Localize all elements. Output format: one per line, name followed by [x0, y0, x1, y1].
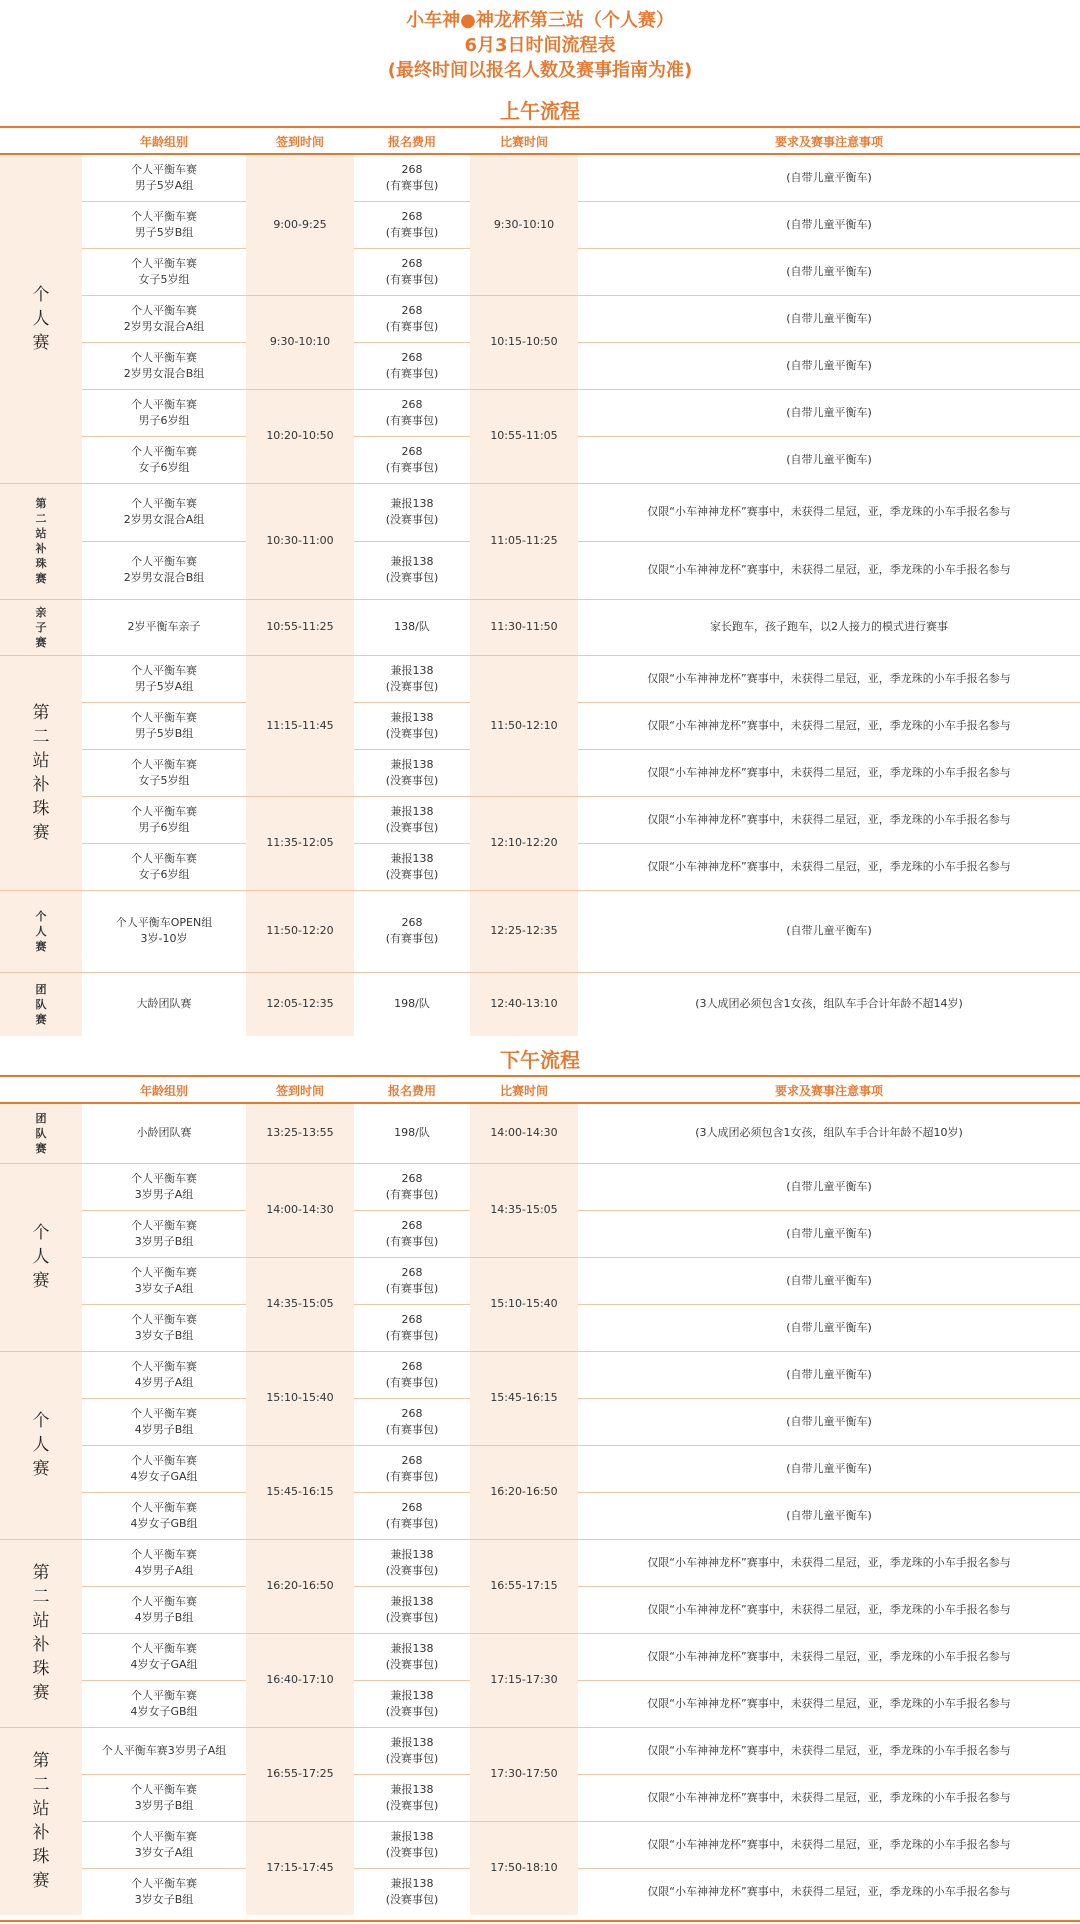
fee-cell: 兼报138 (没赛事包): [354, 541, 470, 599]
table-row: [0, 1257, 1080, 1304]
table-row: [0, 154, 1080, 201]
table-row: [0, 483, 1080, 541]
age-group-cell: 个人平衡车赛 男子5岁B组: [82, 201, 246, 248]
age-group-cell: 个人平衡车赛 男子6岁组: [82, 796, 246, 843]
fee-cell: 兼报138 (没赛事包): [354, 702, 470, 749]
afternoon-top-rule: [0, 1075, 1080, 1077]
afternoon-header-row: [0, 1079, 1080, 1103]
fee-cell: 兼报138 (没赛事包): [354, 1586, 470, 1633]
col-header-category: [0, 1079, 82, 1103]
fee-cell: 198/队: [354, 972, 470, 1036]
category-label: 第二站补珠赛: [35, 497, 47, 585]
fee-cell: 268 (有赛事包): [354, 1445, 470, 1492]
age-group-cell: 个人平衡车赛 男子5岁A组: [82, 655, 246, 702]
checkin-time-cell: 9:00-9:25: [246, 154, 354, 295]
col-header-race: 比赛时间: [470, 130, 578, 154]
page-note: (最终时间以报名人数及赛事指南为准): [387, 60, 693, 81]
col-header-group: 年龄组别: [82, 130, 246, 154]
age-group-cell: 个人平衡车赛 4岁男子B组: [82, 1398, 246, 1445]
fee-cell: 兼报138 (没赛事包): [354, 1727, 470, 1774]
category-label: 团队赛: [35, 982, 47, 1026]
notes-cell: 仅限“小车神神龙杯”赛事中，未获得二星冠，亚，季龙珠的小车手报名参与: [578, 1821, 1080, 1868]
page-title: 小车神●神龙杯第三站（个人赛）: [406, 10, 674, 31]
category-cell: [0, 483, 82, 599]
afternoon-section-title: 下午流程: [500, 1048, 580, 1072]
checkin-time-cell: 17:15-17:45: [246, 1821, 354, 1915]
category-cell: [0, 154, 82, 483]
race-time-cell: 14:00-14:30: [470, 1103, 578, 1163]
age-group-cell: 个人平衡车赛 男子5岁A组: [82, 154, 246, 201]
age-group-cell: 个人平衡车赛3岁男子A组: [82, 1727, 246, 1774]
race-time-cell: 11:50-12:10: [470, 655, 578, 796]
notes-cell: (自带儿童平衡车): [578, 248, 1080, 295]
table-row: [0, 890, 1080, 972]
checkin-time-cell: 10:20-10:50: [246, 389, 354, 483]
age-group-cell: 2岁平衡车亲子: [82, 599, 246, 655]
category-label: 第二站补珠赛: [32, 702, 50, 843]
category-label: 个人赛: [35, 909, 47, 953]
notes-cell: (自带儿童平衡车): [578, 436, 1080, 483]
age-group-cell: 个人平衡车赛 女子6岁组: [82, 436, 246, 483]
morning-top-rule: [0, 126, 1080, 128]
fee-cell: 268 (有赛事包): [354, 436, 470, 483]
age-group-cell: 个人平衡车赛 4岁男子B组: [82, 1586, 246, 1633]
checkin-time-cell: 16:20-16:50: [246, 1539, 354, 1633]
fee-cell: 兼报138 (没赛事包): [354, 655, 470, 702]
category-cell: [0, 655, 82, 890]
notes-cell: 仅限“小车神神龙杯”赛事中，未获得二星冠，亚，季龙珠的小车手报名参与: [578, 1586, 1080, 1633]
checkin-time-cell: 11:50-12:20: [246, 890, 354, 972]
checkin-time-cell: 12:05-12:35: [246, 972, 354, 1036]
age-group-cell: 个人平衡车赛 3岁女子B组: [82, 1868, 246, 1915]
category-label: 第二站补珠赛: [32, 1751, 50, 1892]
table-row: [0, 1351, 1080, 1398]
notes-cell: (自带儿童平衡车): [578, 1163, 1080, 1210]
notes-cell: 仅限“小车神神龙杯”赛事中，未获得二星冠，亚，季龙珠的小车手报名参与: [578, 1868, 1080, 1915]
notes-cell: (自带儿童平衡车): [578, 342, 1080, 389]
table-row: [0, 295, 1080, 342]
fee-cell: 兼报138 (没赛事包): [354, 843, 470, 890]
age-group-cell: 个人平衡车赛 4岁女子GB组: [82, 1680, 246, 1727]
fee-cell: 268 (有赛事包): [354, 154, 470, 201]
age-group-cell: 个人平衡车赛 男子6岁组: [82, 389, 246, 436]
race-time-cell: 9:30-10:10: [470, 154, 578, 295]
race-time-cell: 11:30-11:50: [470, 599, 578, 655]
age-group-cell: 个人平衡车赛 3岁女子A组: [82, 1257, 246, 1304]
age-group-cell: 个人平衡车赛 男子5岁B组: [82, 702, 246, 749]
age-group-cell: 个人平衡车赛 女子6岁组: [82, 843, 246, 890]
page-subtitle: 6月3日时间流程表: [464, 35, 616, 56]
notes-cell: (自带儿童平衡车): [578, 890, 1080, 972]
table-row: [0, 1445, 1080, 1492]
age-group-cell: 个人平衡车赛 3岁女子A组: [82, 1821, 246, 1868]
checkin-time-cell: 10:55-11:25: [246, 599, 354, 655]
fee-cell: 268 (有赛事包): [354, 342, 470, 389]
checkin-time-cell: 16:55-17:25: [246, 1727, 354, 1821]
category-label: 个人赛: [32, 1411, 50, 1479]
age-group-cell: 大龄团队赛: [82, 972, 246, 1036]
notes-cell: 仅限“小车神神龙杯”赛事中，未获得二星冠，亚，季龙珠的小车手报名参与: [578, 655, 1080, 702]
fee-cell: 268 (有赛事包): [354, 248, 470, 295]
age-group-cell: 个人平衡车赛 4岁男子A组: [82, 1351, 246, 1398]
table-row: [0, 1539, 1080, 1586]
col-header-notes: 要求及赛事注意事项: [578, 130, 1080, 154]
age-group-cell: 个人平衡车赛 4岁女子GB组: [82, 1492, 246, 1539]
age-group-cell: 个人平衡车赛 2岁男女混合A组: [82, 295, 246, 342]
fee-cell: 268 (有赛事包): [354, 1210, 470, 1257]
fee-cell: 兼报138 (没赛事包): [354, 796, 470, 843]
notes-cell: (自带儿童平衡车): [578, 1351, 1080, 1398]
category-label: 个人赛: [32, 1223, 50, 1291]
category-cell: [0, 599, 82, 655]
notes-cell: 仅限“小车神神龙杯”赛事中，未获得二星冠，亚，季龙珠的小车手报名参与: [578, 1633, 1080, 1680]
checkin-time-cell: 9:30-10:10: [246, 295, 354, 389]
fee-cell: 兼报138 (没赛事包): [354, 1680, 470, 1727]
table-row: [0, 655, 1080, 702]
col-header-checkin: 签到时间: [246, 130, 354, 154]
fee-cell: 268 (有赛事包): [354, 389, 470, 436]
checkin-time-cell: 15:10-15:40: [246, 1351, 354, 1445]
notes-cell: (自带儿童平衡车): [578, 1398, 1080, 1445]
notes-cell: (3人成团必须包含1女孩，组队车手合计年龄不超14岁): [578, 972, 1080, 1036]
checkin-time-cell: 14:35-15:05: [246, 1257, 354, 1351]
notes-cell: 仅限“小车神神龙杯”赛事中，未获得二星冠，亚，季龙珠的小车手报名参与: [578, 541, 1080, 599]
age-group-cell: 个人平衡车赛 3岁男子B组: [82, 1774, 246, 1821]
notes-cell: 仅限“小车神神龙杯”赛事中，未获得二星冠，亚，季龙珠的小车手报名参与: [578, 1774, 1080, 1821]
age-group-cell: 个人平衡车赛 4岁女子GA组: [82, 1633, 246, 1680]
notes-cell: 仅限“小车神神龙杯”赛事中，未获得二星冠，亚，季龙珠的小车手报名参与: [578, 1680, 1080, 1727]
category-cell: [0, 890, 82, 972]
notes-cell: (自带儿童平衡车): [578, 1257, 1080, 1304]
table-row: [0, 972, 1080, 1036]
fee-cell: 兼报138 (没赛事包): [354, 1868, 470, 1915]
notes-cell: (自带儿童平衡车): [578, 201, 1080, 248]
table-row: [0, 1727, 1080, 1774]
category-cell: [0, 1351, 82, 1539]
race-time-cell: 10:55-11:05: [470, 389, 578, 483]
table-row: [0, 1633, 1080, 1680]
col-header-race: 比赛时间: [470, 1079, 578, 1103]
notes-cell: 仅限“小车神神龙杯”赛事中，未获得二星冠，亚，季龙珠的小车手报名参与: [578, 1727, 1080, 1774]
fee-cell: 268 (有赛事包): [354, 1304, 470, 1351]
fee-cell: 268 (有赛事包): [354, 890, 470, 972]
age-group-cell: 个人平衡车赛 2岁男女混合A组: [82, 483, 246, 541]
col-header-group: 年龄组别: [82, 1079, 246, 1103]
race-time-cell: 11:05-11:25: [470, 483, 578, 599]
race-time-cell: 10:15-10:50: [470, 295, 578, 389]
notes-cell: 仅限“小车神神龙杯”赛事中，未获得二星冠，亚，季龙珠的小车手报名参与: [578, 702, 1080, 749]
age-group-cell: 个人平衡车赛 2岁男女混合B组: [82, 342, 246, 389]
notes-cell: 家长跑车，孩子跑车，以2人接力的模式进行赛事: [578, 599, 1080, 655]
category-cell: [0, 1727, 82, 1915]
checkin-time-cell: 10:30-11:00: [246, 483, 354, 599]
fee-cell: 268 (有赛事包): [354, 1398, 470, 1445]
table-row: [0, 796, 1080, 843]
notes-cell: 仅限“小车神神龙杯”赛事中，未获得二星冠，亚，季龙珠的小车手报名参与: [578, 483, 1080, 541]
race-time-cell: 17:50-18:10: [470, 1821, 578, 1915]
notes-cell: (自带儿童平衡车): [578, 1210, 1080, 1257]
fee-cell: 兼报138 (没赛事包): [354, 1633, 470, 1680]
fee-cell: 268 (有赛事包): [354, 201, 470, 248]
page-bottom-rule: [0, 1920, 1080, 1922]
category-label: 团队赛: [35, 1111, 47, 1155]
fee-cell: 268 (有赛事包): [354, 1163, 470, 1210]
category-label: 个人赛: [32, 284, 50, 353]
col-header-fee: 报名费用: [354, 1079, 470, 1103]
category-label: 亲子赛: [35, 605, 47, 649]
table-row: [0, 599, 1080, 655]
race-time-cell: 12:25-12:35: [470, 890, 578, 972]
race-time-cell: 12:10-12:20: [470, 796, 578, 890]
notes-cell: (3人成团必须包含1女孩，组队车手合计年龄不超10岁): [578, 1103, 1080, 1163]
age-group-cell: 个人平衡车OPEN组 3岁-10岁: [82, 890, 246, 972]
notes-cell: (自带儿童平衡车): [578, 1304, 1080, 1351]
notes-cell: (自带儿童平衡车): [578, 295, 1080, 342]
category-cell: [0, 972, 82, 1036]
notes-cell: 仅限“小车神神龙杯”赛事中，未获得二星冠，亚，季龙珠的小车手报名参与: [578, 796, 1080, 843]
morning-schedule-table: [0, 130, 1080, 1036]
checkin-time-cell: 13:25-13:55: [246, 1103, 354, 1163]
checkin-time-cell: 14:00-14:30: [246, 1163, 354, 1257]
fee-cell: 268 (有赛事包): [354, 1351, 470, 1398]
race-time-cell: 12:40-13:10: [470, 972, 578, 1036]
race-time-cell: 15:10-15:40: [470, 1257, 578, 1351]
fee-cell: 兼报138 (没赛事包): [354, 1774, 470, 1821]
fee-cell: 268 (有赛事包): [354, 1257, 470, 1304]
notes-cell: 仅限“小车神神龙杯”赛事中，未获得二星冠，亚，季龙珠的小车手报名参与: [578, 843, 1080, 890]
table-row: [0, 389, 1080, 436]
race-time-cell: 15:45-16:15: [470, 1351, 578, 1445]
morning-section-title: 上午流程: [500, 99, 580, 123]
age-group-cell: 个人平衡车赛 女子5岁组: [82, 248, 246, 295]
notes-cell: (自带儿童平衡车): [578, 154, 1080, 201]
age-group-cell: 小龄团队赛: [82, 1103, 246, 1163]
notes-cell: (自带儿童平衡车): [578, 1445, 1080, 1492]
age-group-cell: 个人平衡车赛 3岁女子B组: [82, 1304, 246, 1351]
category-cell: [0, 1539, 82, 1727]
col-header-category: [0, 130, 82, 154]
checkin-time-cell: 11:15-11:45: [246, 655, 354, 796]
notes-cell: (自带儿童平衡车): [578, 1492, 1080, 1539]
checkin-time-cell: 11:35-12:05: [246, 796, 354, 890]
age-group-cell: 个人平衡车赛 4岁男子A组: [82, 1539, 246, 1586]
age-group-cell: 个人平衡车赛 女子5岁组: [82, 749, 246, 796]
race-time-cell: 14:35-15:05: [470, 1163, 578, 1257]
checkin-time-cell: 15:45-16:15: [246, 1445, 354, 1539]
age-group-cell: 个人平衡车赛 3岁男子B组: [82, 1210, 246, 1257]
morning-header-row: [0, 130, 1080, 154]
table-row: [0, 1163, 1080, 1210]
race-time-cell: 16:55-17:15: [470, 1539, 578, 1633]
col-header-fee: 报名费用: [354, 130, 470, 154]
notes-cell: 仅限“小车神神龙杯”赛事中，未获得二星冠，亚，季龙珠的小车手报名参与: [578, 1539, 1080, 1586]
notes-cell: (自带儿童平衡车): [578, 389, 1080, 436]
category-cell: [0, 1103, 82, 1163]
fee-cell: 198/队: [354, 1103, 470, 1163]
fee-cell: 268 (有赛事包): [354, 295, 470, 342]
fee-cell: 兼报138 (没赛事包): [354, 749, 470, 796]
race-time-cell: 17:15-17:30: [470, 1633, 578, 1727]
col-header-checkin: 签到时间: [246, 1079, 354, 1103]
fee-cell: 268 (有赛事包): [354, 1492, 470, 1539]
age-group-cell: 个人平衡车赛 4岁女子GA组: [82, 1445, 246, 1492]
notes-cell: 仅限“小车神神龙杯”赛事中，未获得二星冠，亚，季龙珠的小车手报名参与: [578, 749, 1080, 796]
category-label: 第二站补珠赛: [32, 1563, 50, 1703]
fee-cell: 兼报138 (没赛事包): [354, 483, 470, 541]
table-row: [0, 1821, 1080, 1868]
race-time-cell: 16:20-16:50: [470, 1445, 578, 1539]
col-header-notes: 要求及赛事注意事项: [578, 1079, 1080, 1103]
fee-cell: 138/队: [354, 599, 470, 655]
race-time-cell: 17:30-17:50: [470, 1727, 578, 1821]
checkin-time-cell: 16:40-17:10: [246, 1633, 354, 1727]
fee-cell: 兼报138 (没赛事包): [354, 1821, 470, 1868]
category-cell: [0, 1163, 82, 1351]
page-header: [0, 0, 1080, 83]
age-group-cell: 个人平衡车赛 2岁男女混合B组: [82, 541, 246, 599]
age-group-cell: 个人平衡车赛 3岁男子A组: [82, 1163, 246, 1210]
fee-cell: 兼报138 (没赛事包): [354, 1539, 470, 1586]
table-row: [0, 1103, 1080, 1163]
afternoon-schedule-table: [0, 1079, 1080, 1915]
